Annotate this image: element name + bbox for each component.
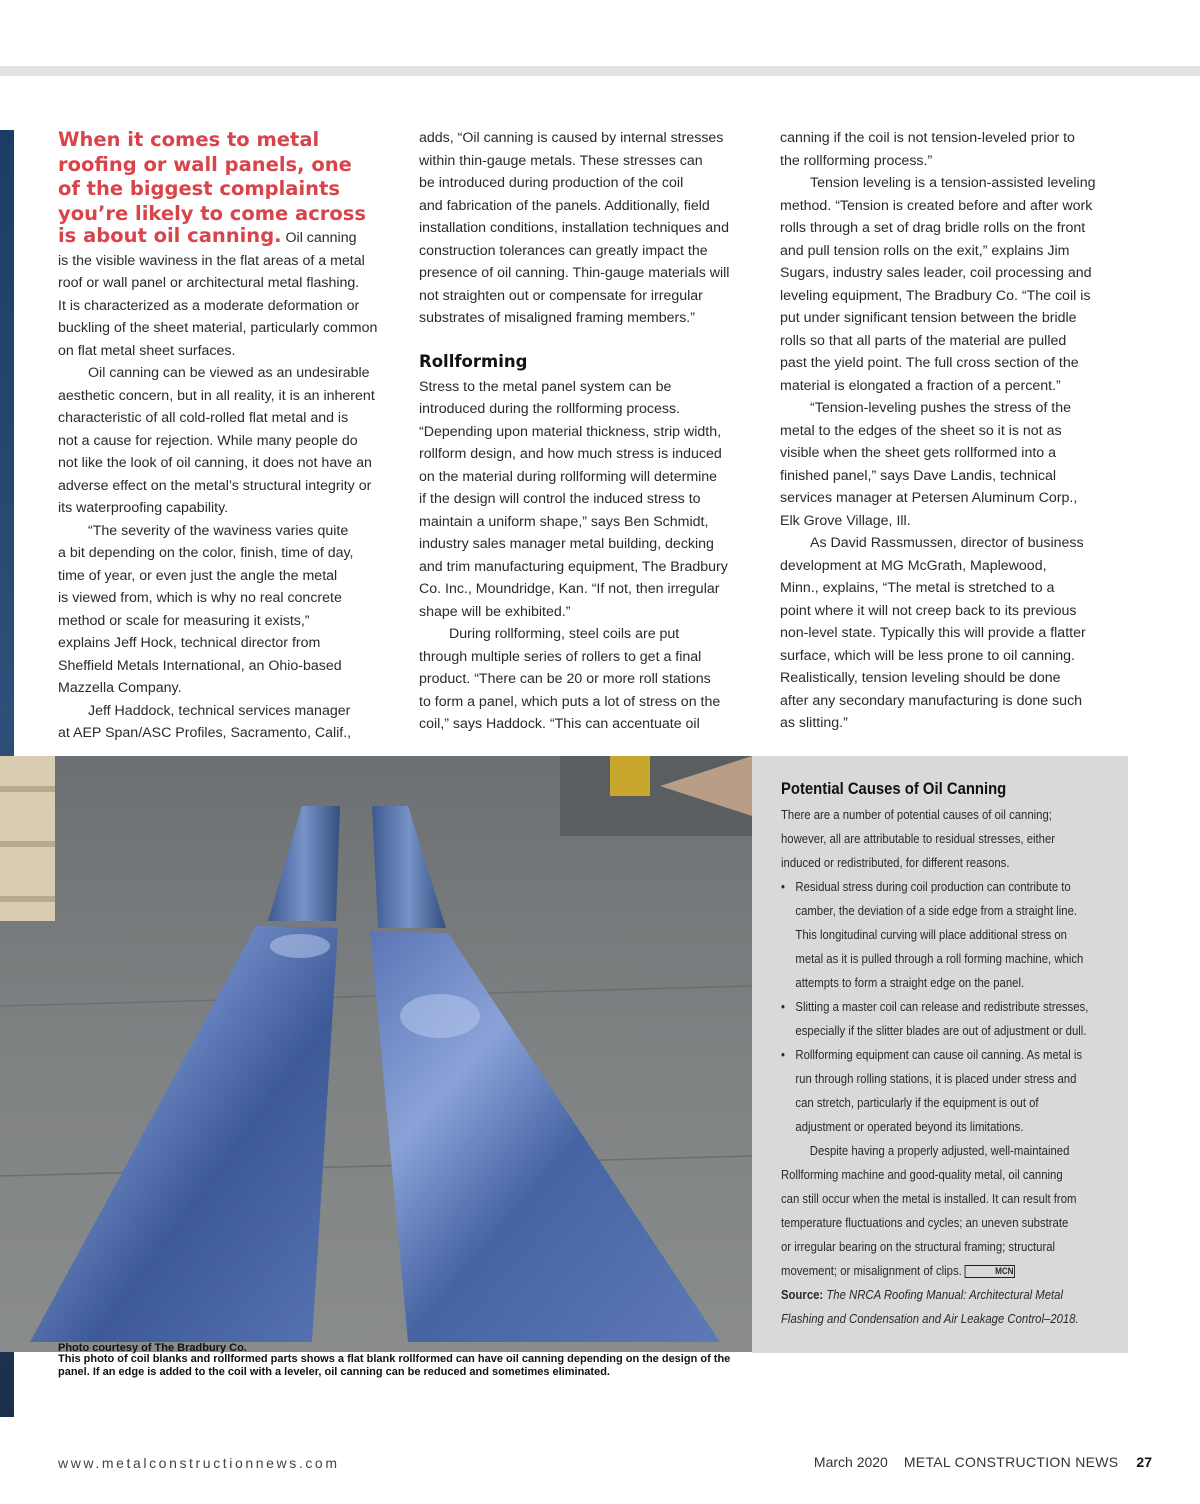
- body-line: buckling of the sheet material, particularly common: [58, 320, 378, 337]
- body-line: Mazzella Company.: [58, 680, 182, 697]
- body-line: to form a panel, which puts a lot of stress on the: [419, 693, 721, 710]
- body-line: introduced during the rollforming process.: [419, 401, 681, 417]
- body-line: Minn., explains, “The metal is stretched to a: [780, 580, 1055, 596]
- body-line: method. “Tension is created before and after work: [780, 197, 1093, 214]
- body-line: within thin-gauge metals. These stresses can: [419, 152, 703, 169]
- body-line: During rollforming, steel coils are put: [449, 626, 680, 642]
- list-item: [781, 1043, 1121, 1139]
- paragraph: [58, 520, 394, 700]
- body-line: Realistically, tension leveling should be done: [780, 670, 1061, 686]
- body-line: put under significant tension between the bridle: [780, 310, 1077, 326]
- body-line: on the material during rollforming will determine: [419, 468, 718, 485]
- sidebar-intro: [781, 803, 1121, 875]
- section-heading: Rollforming: [419, 351, 528, 371]
- body-line: shape will be exhibited.”: [419, 603, 571, 620]
- body-line: product. “There can be 20 or more roll stations: [419, 671, 711, 687]
- sidebar-list: [781, 875, 1121, 1139]
- body-line: time of year, or even just the angle the metal: [58, 567, 338, 584]
- sidebar-line: There are a number of potential causes of oil canning;: [781, 808, 1052, 822]
- sidebar-title: Potential Causes of Oil Canning: [781, 780, 1007, 798]
- body-line: at AEP Span/ASC Profiles, Sacramento, Calif.,: [58, 725, 352, 742]
- sidebar-line: attempts to form a straight edge on the panel.: [795, 976, 1025, 990]
- sidebar-line: Rollforming machine and good-quality metal, oil canning: [781, 1168, 1063, 1182]
- body-line: Jeff Haddock, technical services manager: [88, 702, 351, 719]
- sidebar-line: Despite having a properly adjusted, well-maintained: [809, 1144, 1070, 1158]
- sidebar-line: or irregular bearing on the structural framing; structural: [781, 1240, 1056, 1254]
- lead-in: [58, 129, 394, 250]
- body-line: leveling equipment, The Bradbury Co. “The coil is: [780, 287, 1091, 304]
- body-line: roof or wall panel or architectural metal flashing.: [58, 275, 360, 292]
- body-line: is the visible waviness in the flat areas of a metal: [58, 252, 365, 269]
- paragraph: [58, 362, 394, 520]
- footer-website: www.metalconstructionnews.com: [58, 1455, 340, 1471]
- body-line: Co. Inc., Moundridge, Kan. “If not, then irregular: [419, 581, 720, 597]
- body-line: and pull tension rolls on the exit,” explains Jim: [780, 242, 1070, 259]
- lead-line: of the biggest complaints: [58, 177, 340, 201]
- sidebar-line: Slitting a master coil can release and redistribute stresses,: [795, 1000, 1089, 1014]
- lead-line: you’re likely to come across: [58, 201, 366, 225]
- lead-line-last: is about oil canning.: [58, 224, 282, 248]
- body-line: “The severity of the waviness varies quite: [88, 522, 349, 539]
- body-line: construction tolerances can greatly impact the: [419, 242, 708, 259]
- paragraph: [780, 127, 1116, 172]
- sidebar-line: adjustment or operated beyond its limitations.: [795, 1120, 1024, 1134]
- sidebar-line: temperature fluctuations and cycles; an uneven substrate: [781, 1216, 1069, 1230]
- highlight: [400, 994, 480, 1038]
- body-line: development at MG McGrath, Maplewood,: [780, 557, 1047, 574]
- column-2: [419, 127, 755, 736]
- sidebar-source: [781, 1283, 1121, 1331]
- body-line: point where it will not creep back to its previous: [780, 602, 1077, 619]
- page-number: 27: [1136, 1454, 1152, 1470]
- column-1: [58, 127, 394, 745]
- paragraph: [419, 127, 755, 330]
- body-line: be introduced during production of the coil: [419, 175, 684, 191]
- body-line: Elk Grove Village, Ill.: [780, 512, 911, 529]
- highlight: [270, 934, 330, 958]
- body-line: adverse effect on the metal’s structural integrity or: [58, 477, 372, 494]
- body-line: if the design will control the induced stress to: [419, 491, 701, 507]
- body-line: the rollforming process.”: [780, 152, 933, 169]
- body-line: aesthetic concern, but in all reality, it is an inherent: [58, 387, 375, 404]
- body-line: Oil canning can be viewed as an undesirable: [88, 365, 370, 382]
- body-line: characteristic of all cold-rolled flat metal and is: [58, 410, 349, 427]
- paragraph: [780, 172, 1116, 397]
- paragraph: [419, 623, 755, 736]
- body-line: after any secondary manufacturing is done such: [780, 692, 1083, 709]
- body-line: is viewed from, which is why no real concrete: [58, 590, 342, 607]
- body-line: on flat metal sheet surfaces.: [58, 342, 236, 359]
- body-line: non-level state. Typically this will provide a flatter: [780, 625, 1086, 641]
- sidebar-line: movement; or misalignment of clips.: [781, 1264, 962, 1278]
- photo-coil-blanks: [0, 756, 752, 1352]
- sidebar-line: metal as it is pulled through a roll forming machine, which: [795, 952, 1084, 966]
- body-line: not a cause for rejection. While many people do: [58, 432, 358, 449]
- list-item: [781, 995, 1121, 1043]
- sidebar-line: Rollforming equipment can cause oil canning. As metal is: [795, 1048, 1083, 1062]
- column-3: [780, 127, 1116, 735]
- body-line: visible when the sheet gets rollformed into a: [780, 445, 1057, 461]
- body-line: substrates of misaligned framing members.”: [419, 310, 695, 326]
- footer-date: March 2020: [813, 1454, 888, 1470]
- footer-magazine: METAL CONSTRUCTION NEWS: [903, 1454, 1119, 1470]
- body-line: industry sales manager metal building, decking: [419, 536, 714, 552]
- body-line: Oil canning: [285, 230, 357, 247]
- lead-line: roofing or wall panels, one: [58, 152, 352, 176]
- body-line: through multiple series of rollers to get a final: [419, 648, 702, 665]
- sidebar-line: can stretch, particularly if the equipment is out of: [795, 1096, 1039, 1110]
- body-line: metal to the edges of the sheet so it is not as: [780, 422, 1062, 439]
- shelf: [0, 841, 55, 847]
- body-line: canning if the coil is not tension-leveled prior to: [780, 130, 1075, 146]
- source-text: Flashing and Condensation and Air Leakage Control–2018.: [781, 1312, 1079, 1326]
- body-line: past the yield point. The full cross section of the: [780, 355, 1079, 371]
- paragraph: [419, 376, 755, 624]
- body-line: its waterproofing capability.: [58, 500, 229, 517]
- sidebar-line: especially if the slitter blades are out of adjustment or dull.: [795, 1024, 1087, 1038]
- body-line: explains Jeff Hock, technical director from: [58, 635, 321, 652]
- sidebar-line: run through rolling stations, it is placed under stress and: [795, 1072, 1077, 1086]
- body-line: surface, which will be less prone to oil canning.: [780, 647, 1075, 664]
- sidebar-line: This longitudinal curving will place additional stress on: [795, 928, 1067, 942]
- sidebar-closing: [781, 1139, 1121, 1283]
- footer-folio: [814, 1454, 1152, 1470]
- body-line: and trim manufacturing equipment, The Bradbury: [419, 558, 728, 575]
- list-item: [781, 875, 1121, 995]
- source-label: Source:: [781, 1288, 824, 1302]
- body-line: As David Rassmussen, director of business: [810, 535, 1084, 551]
- shelf: [0, 896, 55, 902]
- body-line: maintain a uniform shape,” says Ben Schmidt,: [419, 513, 709, 530]
- body-line: It is characterized as a moderate deformation or: [58, 297, 360, 314]
- body-line: method or scale for measuring it exists,”: [58, 612, 310, 629]
- sidebar-line: camber, the deviation of a side edge from a straight line.: [795, 904, 1078, 918]
- photo-illustration: [0, 756, 752, 1352]
- sidebar-line: can still occur when the metal is installed. It can result from: [781, 1192, 1077, 1206]
- shelf: [0, 786, 55, 792]
- body-line: “Depending upon material thickness, strip width,: [419, 423, 722, 440]
- body-line: finished panel,” says Dave Landis, technical: [780, 467, 1057, 484]
- body-line: as slitting.”: [780, 715, 848, 731]
- top-rule: [0, 66, 1200, 76]
- body-line: Stress to the metal panel system can be: [419, 378, 672, 395]
- paragraph: [58, 250, 394, 363]
- body-line: a bit depending on the color, finish, time of day,: [58, 545, 354, 562]
- photo-credit: Photo courtesy of The Bradbury Co.: [58, 1342, 247, 1354]
- body-line: services manager at Petersen Aluminum Corp.,: [780, 490, 1078, 506]
- lead-line: When it comes to metal: [58, 128, 320, 151]
- body-line: Sugars, industry sales leader, coil processing and: [780, 265, 1092, 281]
- body-line: rolls through a set of drag bridle rolls on the front: [780, 220, 1086, 236]
- sidebar-content: [781, 776, 1121, 1331]
- body-line: material is elongated a fraction of a percent.”: [780, 377, 1061, 394]
- end-mark-icon: MCN: [964, 1265, 1015, 1278]
- body-line: coil,” says Haddock. “This can accentuate oil: [419, 716, 700, 732]
- paragraph: [58, 700, 394, 745]
- body-line: rolls so that all parts of the material are pulled: [780, 332, 1067, 349]
- body-line: not like the look of oil canning, it does not have an: [58, 455, 372, 472]
- sidebar-box: [752, 756, 1128, 1353]
- body-line: adds, “Oil canning is caused by internal stresses: [419, 130, 724, 146]
- photo-caption: This photo of coil blanks and rollformed parts shows a flat blank rollformed can have oil canning depending on the design of the panel. If an edge is added to the coil with a leveler, oil canning can be reduced and sometimes eliminated.: [58, 1353, 731, 1378]
- yellow-guard: [610, 756, 650, 796]
- source-text: The NRCA Roofing Manual: Architectural Metal: [826, 1288, 1064, 1302]
- paragraph: [780, 532, 1116, 735]
- paragraph: [780, 397, 1116, 532]
- body-line: not straighten out or compensate for irregular: [419, 287, 703, 304]
- body-line: rollform design, and how much stress is induced: [419, 446, 722, 462]
- body-line: Tension leveling is a tension-assisted leveling: [810, 175, 1096, 191]
- body-line: “Tension-leveling pushes the stress of the: [810, 400, 1072, 416]
- body-line: Sheffield Metals International, an Ohio-based: [58, 657, 342, 674]
- sidebar-line: however, all are attributable to residual stresses, either: [781, 832, 1056, 846]
- sidebar-line: Residual stress during coil production can contribute to: [795, 880, 1071, 894]
- body-line: and fabrication of the panels. Additionally, field: [419, 197, 710, 214]
- body-line: presence of oil canning. Thin-gauge materials will: [419, 265, 730, 281]
- sidebar-line: induced or redistributed, for different reasons.: [781, 856, 1010, 870]
- body-line: installation conditions, installation techniques and: [419, 220, 729, 236]
